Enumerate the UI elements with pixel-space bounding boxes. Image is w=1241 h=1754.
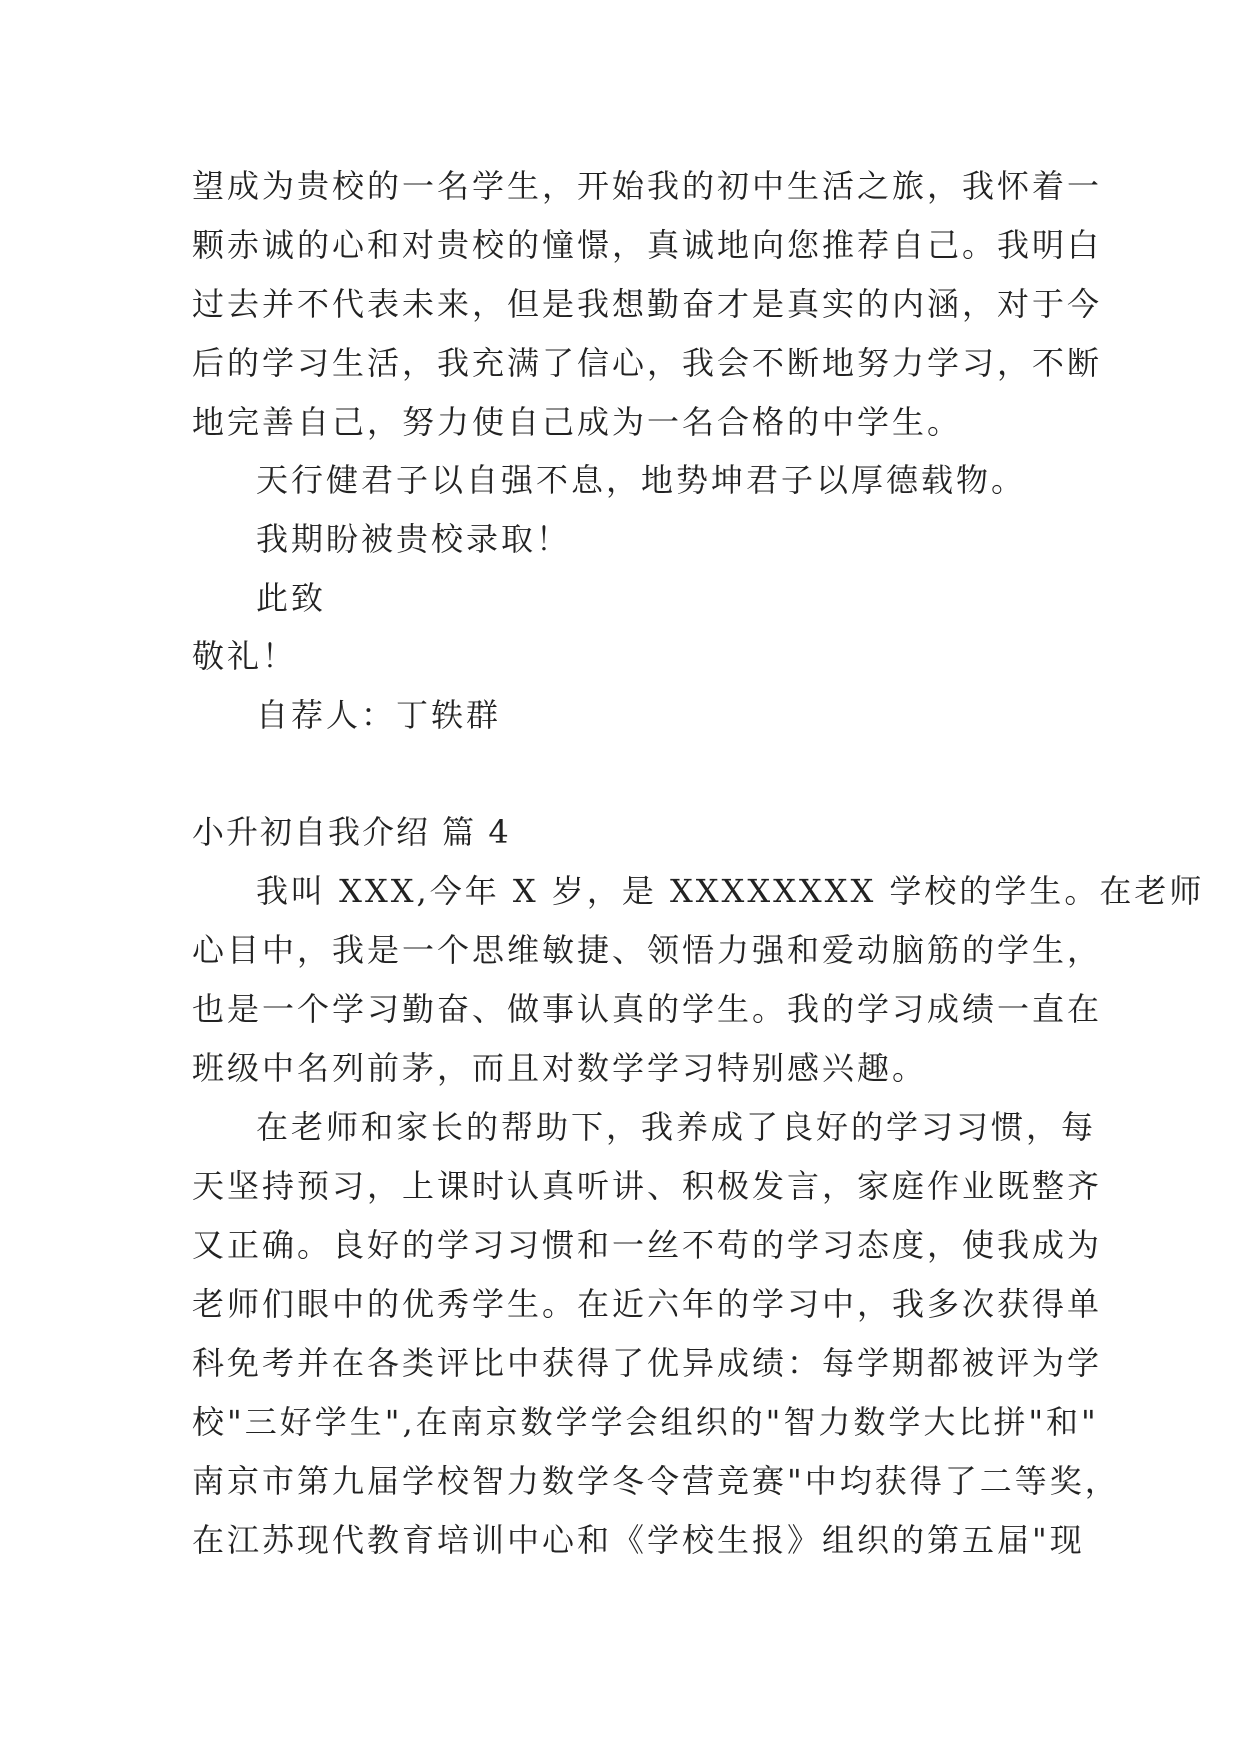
paragraph-line: 颗赤诚的心和对贵校的憧憬，真诚地向您推荐自己。我明白 xyxy=(192,226,1103,264)
paragraph-line: 心目中，我是一个思维敏捷、领悟力强和爱动脑筋的学生， xyxy=(192,931,1103,969)
paragraph-line: 也是一个学习勤奋、做事认真的学生。我的学习成绩一直在 xyxy=(192,990,1103,1028)
paragraph-line: 天坚持预习，上课时认真听讲、积极发言，家庭作业既整齐 xyxy=(192,1167,1103,1205)
paragraph-line: 又正确。良好的学习习惯和一丝不苟的学习态度，使我成为 xyxy=(192,1226,1103,1264)
paragraph-line: 南京市第九届学校智力数学冬令营竞赛"中均获得了二等奖， xyxy=(192,1462,1120,1500)
paragraph-line: 在老师和家长的帮助下，我养成了良好的学习习惯，每 xyxy=(256,1108,1097,1146)
paragraph-line: 望成为贵校的一名学生，开始我的初中生活之旅，我怀着一 xyxy=(192,167,1103,205)
signature-line: 自荐人：丁轶群 xyxy=(256,696,502,734)
salutation-closing: 敬礼！ xyxy=(192,637,298,675)
motto-line: 天行健君子以自强不息，地势坤君子以厚德载物。 xyxy=(256,461,1027,499)
paragraph-line: 科免考并在各类评比中获得了优异成绩：每学期都被评为学 xyxy=(192,1344,1103,1382)
paragraph-line: 后的学习生活，我充满了信心，我会不断地努力学习，不断 xyxy=(192,344,1103,382)
paragraph-line: 我叫 XXX,今年 X 岁，是 XXXXXXXX 学校的学生。在老师 xyxy=(256,872,1205,910)
salutation-line: 此致 xyxy=(256,579,327,617)
paragraph-line: 班级中名列前茅，而且对数学学习特别感兴趣。 xyxy=(192,1049,928,1087)
paragraph-line: 在江苏现代教育培训中心和《学校生报》组织的第五届"现 xyxy=(192,1521,1085,1559)
paragraph-line: 地完善自己，努力使自己成为一名合格的中学生。 xyxy=(192,403,963,441)
paragraph-line: 过去并不代表未来，但是我想勤奋才是真实的内涵，对于今 xyxy=(192,285,1103,323)
paragraph-line: 老师们眼中的优秀学生。在近六年的学习中，我多次获得单 xyxy=(192,1285,1103,1323)
paragraph-line: 校"三好学生",在南京数学学会组织的"智力数学大比拼"和" xyxy=(192,1403,1099,1441)
section-heading: 小升初自我介绍 篇 4 xyxy=(192,813,511,851)
closing-wish-line: 我期盼被贵校录取！ xyxy=(256,520,572,558)
